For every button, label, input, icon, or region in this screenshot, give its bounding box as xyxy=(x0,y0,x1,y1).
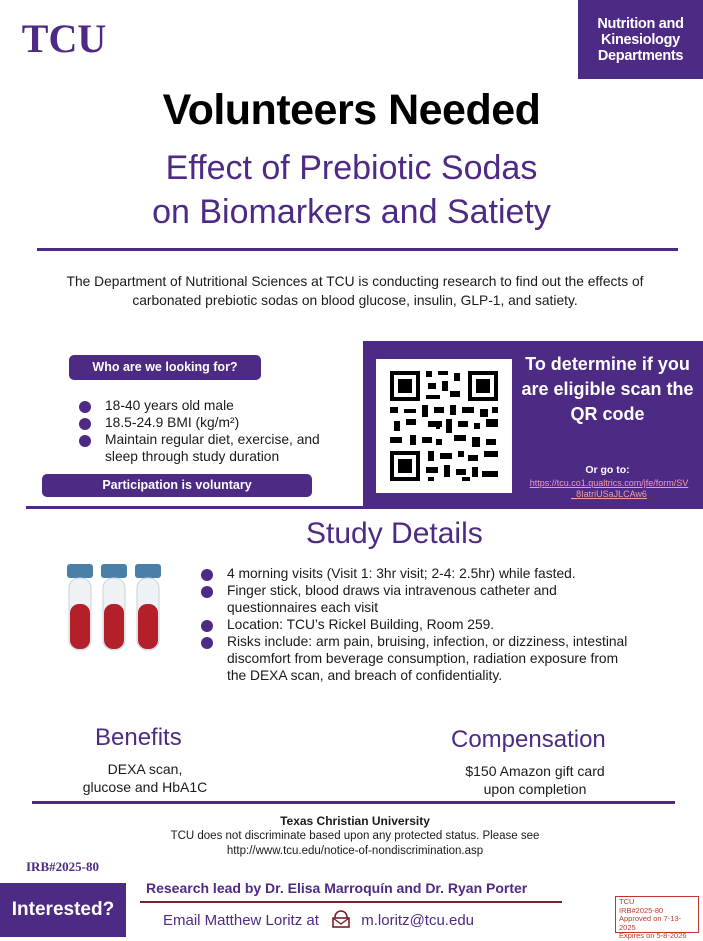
list-item: 4 morning visits (Visit 1: 3hr visit; 2-4: 2.5hr) while fasted. xyxy=(201,565,631,582)
stamp-line: Expires on 5-8-2026 xyxy=(619,931,687,940)
benefits-heading: Benefits xyxy=(95,724,182,751)
nondiscrimination-link[interactable]: http://www.tcu.edu/notice-of-nondiscrimination.asp xyxy=(226,845,484,857)
intro-text: The Department of Nutritional Sciences at TCU is conducting research to find out the effects of carbonated prebiotic sodas on blood glucose, insulin, GLP-1, and satiety. xyxy=(66,274,644,308)
subtitle xyxy=(0,146,703,234)
benefits-line-1: DEXA scan, xyxy=(107,761,183,777)
study-details-list xyxy=(201,565,631,684)
compensation-heading: Compensation xyxy=(451,726,606,753)
irb-approval-stamp xyxy=(615,896,699,940)
compensation-line-1: $150 Amazon gift card xyxy=(465,763,605,779)
qr-code[interactable] xyxy=(376,359,512,493)
list-item: Risks include: arm pain, bruising, infection, or dizziness, intestinal discomfort from beverage consumption, radiation exposure from the DEXA scan, and breach of confidentiality. xyxy=(201,633,631,684)
interested-banner xyxy=(0,883,126,937)
headline: Volunteers Needed xyxy=(162,86,541,134)
blood-tubes-icon xyxy=(62,560,168,656)
list-item: Maintain regular diet, exercise, and sleep through study duration xyxy=(79,431,354,465)
subtitle-line-2: on Biomarkers and Satiety xyxy=(152,193,551,231)
survey-link[interactable]: https://tcu.co1.qualtrics.com/jfe/form/SV_8IatriUSaJLCAw6 xyxy=(529,478,689,499)
qr-call-to-action: To determine if you are eligible scan the QR code xyxy=(521,354,694,424)
benefits-line-2: glucose and HbA1C xyxy=(82,779,208,795)
list-item: Location: TCU’s Rickel Building, Room 259. xyxy=(201,616,631,633)
email-line xyxy=(163,910,474,929)
eligibility-heading: Who are we looking for? xyxy=(69,355,261,380)
footer-divider xyxy=(32,801,675,804)
benefits-text xyxy=(50,760,240,796)
list-item: Finger stick, blood draws via intravenous catheter and questionnaires each visit xyxy=(201,582,631,616)
research-underline xyxy=(140,901,562,903)
svg-text:TCU: TCU xyxy=(21,16,107,60)
eligibility-divider xyxy=(26,506,366,509)
compensation-text xyxy=(430,762,640,798)
stamp-line: IRB#2025-80 xyxy=(619,905,664,915)
compensation-line-2: upon completion xyxy=(483,781,587,797)
subtitle-line-1: Effect of Prebiotic Sodas xyxy=(165,149,538,187)
stamp-line: TCU xyxy=(619,897,635,906)
department-text: Nutrition and Kinesiology Departments xyxy=(597,15,684,64)
irb-number: IRB#2025-80 xyxy=(26,859,99,874)
or-go-to-label: Or go to: xyxy=(585,464,630,476)
tcu-logo xyxy=(18,14,110,60)
email-link[interactable]: m.loritz@tcu.edu xyxy=(361,912,474,929)
title-divider xyxy=(37,248,678,251)
list-item: 18.5-24.9 BMI (kg/m²) xyxy=(79,414,354,431)
stamp-line: Approved on 7-13-2025 xyxy=(619,914,682,932)
study-details-heading: Study Details xyxy=(306,517,483,550)
interested-label: Interested? xyxy=(11,899,115,920)
qr-code-icon xyxy=(376,359,512,493)
email-prefix: Email Matthew Loritz at xyxy=(163,912,319,929)
research-lead: Research lead by Dr. Elisa Marroquín and Dr. Ryan Porter xyxy=(146,880,528,896)
department-badge xyxy=(578,0,703,79)
envelope-icon xyxy=(331,910,351,928)
eligibility-list xyxy=(79,397,354,465)
university-name: Texas Christian University xyxy=(280,814,430,828)
list-item: 18-40 years old male xyxy=(79,397,354,414)
nondiscrimination-text: TCU does not discriminate based upon any protected status. Please see xyxy=(170,830,540,842)
voluntary-badge: Participation is voluntary xyxy=(42,474,312,497)
